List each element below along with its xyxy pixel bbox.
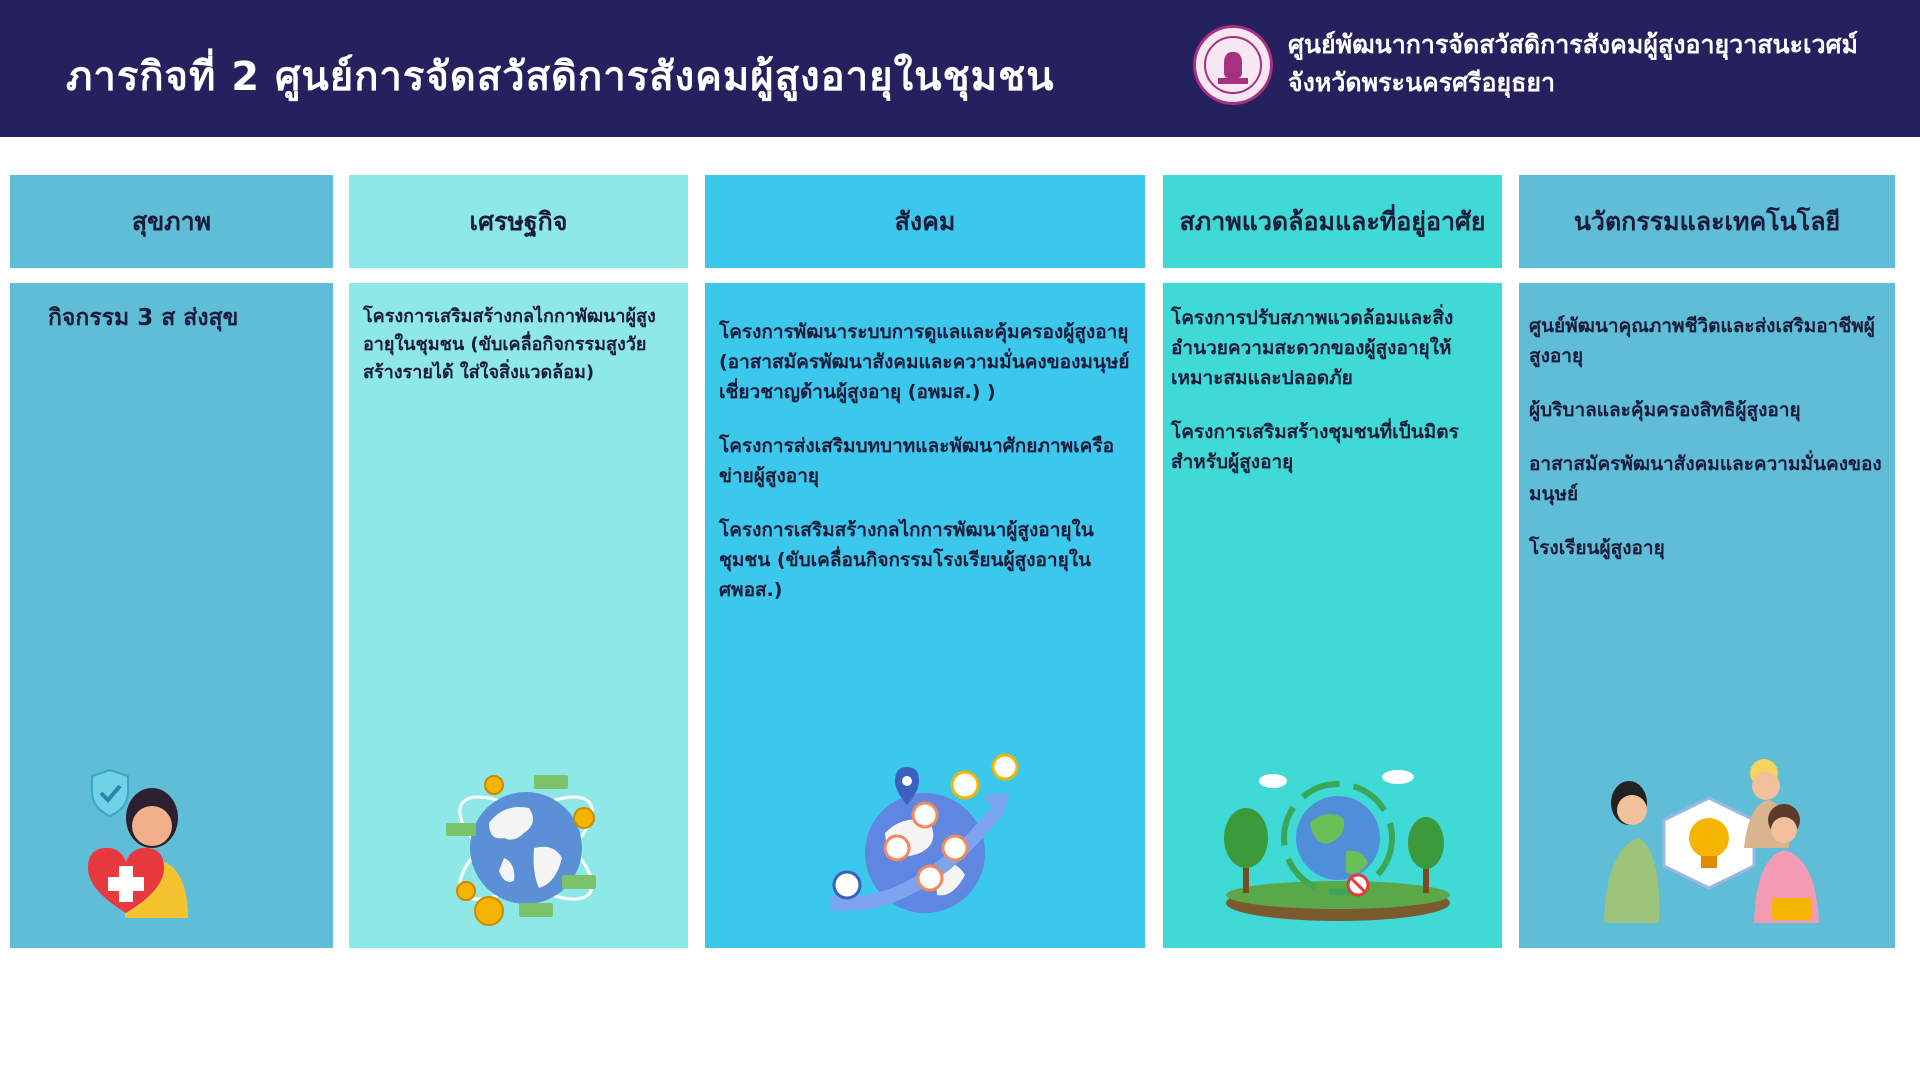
column-header-innovation bbox=[1519, 175, 1895, 268]
column-header-environment bbox=[1163, 175, 1502, 268]
column-body-economy bbox=[349, 283, 688, 948]
society-item-1: โครงการพัฒนาระบบการดูแลและคุ้มครองผู้สูงอายุ (อาสาสมัครพัฒนาสังคมและความมั่นคงของมนุษย์เชี่ยวชาญด้านผู้สูงอายุ (อพมส.) ) bbox=[719, 321, 1130, 403]
column-body-society bbox=[705, 283, 1145, 948]
column-header-society bbox=[705, 175, 1145, 268]
column-title-health: สุขภาพ bbox=[131, 206, 212, 236]
column-header-economy bbox=[349, 175, 688, 268]
column-header-health bbox=[10, 175, 333, 268]
health-heart-illustration bbox=[80, 768, 210, 918]
innovation-item-3: อาสาสมัครพัฒนาสังคมและความมั่นคงของมนุษย์ bbox=[1529, 453, 1882, 505]
global-network-illustration bbox=[825, 753, 1025, 923]
government-seal-icon bbox=[1193, 25, 1273, 105]
innovation-item-1: ศูนย์พัฒนาคุณภาพชีวิตและส่งเสริมอาชีพผู้สูงอายุ bbox=[1529, 315, 1875, 367]
column-title-society: สังคม bbox=[894, 206, 956, 236]
innovation-item-4: โรงเรียนผู้สูงอายุ bbox=[1529, 537, 1665, 559]
column-body-innovation bbox=[1519, 283, 1895, 948]
health-item-1: กิจกรรม 3 ส ส่งสุข bbox=[48, 305, 239, 331]
organization-name bbox=[1288, 26, 1858, 102]
economy-item-1: โครงการเสริมสร้างกลไกกาพัฒนาผู้สูงอายุในชุมชน (ขับเคลื่อกิจกรรมสูงวัยสร้างรายได้ ใส่ใจสิ่งแวดล้อม) bbox=[363, 306, 656, 383]
column-title-innovation: นวัตกรรมและเทคโนโลยี bbox=[1573, 206, 1841, 236]
column-body-environment bbox=[1163, 283, 1502, 948]
society-item-2: โครงการส่งเสริมบทบาทและพัฒนาศักยภาพเครือข่ายผู้สูงอายุ bbox=[719, 435, 1114, 487]
globe-money-illustration bbox=[444, 763, 609, 933]
organization-name-line2: จังหวัดพระนครศรีอยุธยา bbox=[1288, 68, 1556, 97]
environment-item-2: โครงการเสริมสร้างชุมชนที่เป็นมิตรสำหรับผู้สูงอายุ bbox=[1171, 421, 1459, 473]
column-title-environment: สภาพแวดล้อมและที่อยู่อาศัย bbox=[1179, 206, 1486, 236]
environment-earth-illustration bbox=[1218, 763, 1458, 923]
page-title: ภารกิจที่ 2 ศูนย์การจัดสวัสดิการสังคมผู้สูงอายุในชุมชน bbox=[66, 54, 1055, 100]
column-body-health bbox=[10, 283, 333, 948]
society-item-3: โครงการเสริมสร้างกลไกการพัฒนาผู้สูงอายุในชุมชน (ขับเคลื่อนกิจกรรมโรงเรียนผู้สูงอายุใน ศพอส.) bbox=[719, 519, 1094, 601]
innovation-item-2: ผู้บริบาลและคุ้มครองสิทธิผู้สูงอายุ bbox=[1529, 399, 1801, 421]
environment-item-1: โครงการปรับสภาพแวดล้อมและสิ่งอำนวยความสะดวกของผู้สูงอายุให้เหมาะสมและปลอดภัย bbox=[1171, 307, 1454, 389]
column-title-economy: เศรษฐกิจ bbox=[469, 206, 568, 236]
header-bar bbox=[0, 0, 1920, 137]
innovation-idea-illustration bbox=[1584, 758, 1834, 928]
organization-name-line1: ศูนย์พัฒนาการจัดสวัสดิการสังคมผู้สูงอายุวาสนะเวศม์ bbox=[1288, 30, 1858, 59]
